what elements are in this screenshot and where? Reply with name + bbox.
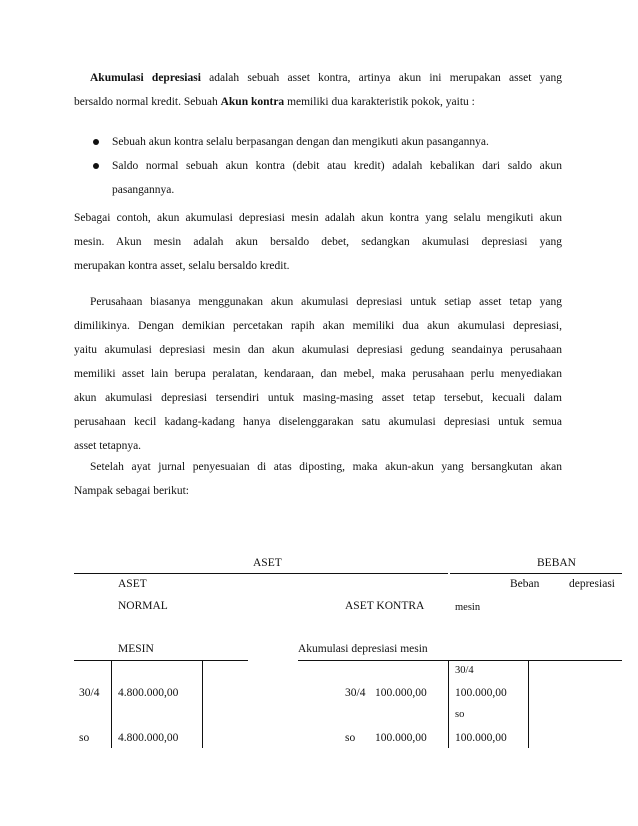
aset-normal-label-2: NORMAL bbox=[118, 600, 168, 612]
bullet-item bbox=[90, 154, 562, 202]
header-rule-beban bbox=[450, 573, 622, 574]
paragraph-line: merupakan kontra asset, selalu bersaldo kredit. bbox=[74, 260, 290, 272]
paragraph-line: memiliki asset lain berupa peralatan, kendaraan, dan mebel, maka perusahaan perlu menyediakan bbox=[74, 368, 562, 380]
bullet-icon bbox=[93, 139, 99, 145]
beban-header: BEBAN bbox=[537, 557, 576, 569]
t-divider-mesin bbox=[202, 660, 203, 748]
paragraph-line: Perusahaan biasanya menggunakan akun akumulasi depresiasi untuk setiap asset tetap yang bbox=[90, 296, 562, 308]
mesin-amount: 4.800.000,00 bbox=[118, 687, 179, 699]
aset-normal-label: ASET bbox=[118, 578, 147, 590]
paragraph-line bbox=[74, 90, 562, 114]
paragraph-line: dimilikinya. Dengan demikian percetakan rapih akan memiliki dua akun akumulasi depresiasi, bbox=[74, 320, 562, 332]
t-rule-mesin bbox=[74, 660, 248, 661]
paragraph-line: Sebagai contoh, akun akumulasi depresiasi mesin adalah akun kontra yang selalu mengikuti akun bbox=[74, 212, 562, 224]
bullet-list bbox=[90, 130, 562, 202]
akum-amount: 100.000,00 bbox=[375, 687, 427, 699]
text-run: adalah sebuah asset kontra, artinya akun ini merupakan asset yang bbox=[200, 72, 562, 84]
paragraph-line: yaitu akumulasi depresiasi mesin dan akun akumulasi depresiasi gedung seandainya perusahaan bbox=[74, 344, 562, 356]
paragraph-setelah bbox=[74, 455, 562, 503]
paragraph-line: perusahaan kecil kadang-kadang hanya diselenggarakan satu akumulasi depresiasi untuk semua bbox=[74, 416, 562, 428]
bullet-text: Sebuah akun kontra selalu berpasangan dengan dan mengikuti akun pasangannya. bbox=[112, 136, 489, 148]
paragraph-perusahaan bbox=[74, 290, 562, 458]
akum-date: 30/4 bbox=[345, 687, 366, 699]
row-date: 30/4 bbox=[79, 687, 100, 699]
akum-date: so bbox=[345, 732, 356, 744]
beban-label: Beban bbox=[510, 578, 540, 590]
header-rule bbox=[74, 573, 448, 574]
mesin-label: mesin bbox=[455, 602, 481, 613]
paragraph-line: akun akumulasi depresiasi tersendiri untuk masing-masing asset tetap tersebut, kecuali dalam bbox=[74, 392, 562, 404]
col-divider bbox=[448, 660, 449, 748]
mesin-amount: 4.800.000,00 bbox=[118, 732, 179, 744]
depresiasi-label: depresiasi bbox=[569, 578, 615, 590]
aset-kontra-label: ASET KONTRA bbox=[345, 600, 425, 612]
mesin-account-title: MESIN bbox=[118, 643, 154, 655]
text-run: memiliki dua karakteristik pokok, yaitu : bbox=[284, 96, 475, 108]
beban-date: 30/4 bbox=[455, 665, 474, 676]
paragraph-line bbox=[74, 66, 562, 90]
bullet-text: pasangannya. bbox=[112, 184, 175, 196]
paragraph-line: asset tetapnya. bbox=[74, 440, 142, 452]
row-date: so bbox=[79, 732, 90, 744]
paragraph-line: Setelah ayat jurnal penyesuaian di atas diposting, maka akun-akun yang bersangkutan akan bbox=[90, 461, 562, 473]
t-divider-beban bbox=[528, 660, 529, 748]
paragraph-contoh bbox=[74, 206, 562, 278]
akumulasi-account-title: Akumulasi depresiasi mesin bbox=[298, 643, 428, 655]
text-run: bersaldo normal kredit. Sebuah bbox=[74, 96, 221, 108]
akum-amount: 100.000,00 bbox=[375, 732, 427, 744]
t-rule-akumulasi bbox=[298, 660, 622, 661]
bullet-item bbox=[90, 130, 562, 154]
beban-amount: 100.000,00 bbox=[455, 687, 507, 699]
aset-header: ASET bbox=[253, 557, 282, 569]
paragraph-line: mesin. Akun mesin adalah akun bersaldo debet, sedangkan akumulasi depresiasi yang bbox=[74, 236, 562, 248]
bullet-icon bbox=[93, 163, 99, 169]
col-divider bbox=[111, 660, 112, 748]
paragraph-akumulasi-depresiasi bbox=[74, 66, 562, 114]
bullet-text: Saldo normal sebuah akun kontra (debit atau kredit) adalah kebalikan dari saldo akun bbox=[112, 160, 562, 172]
bold-term: Akun kontra bbox=[220, 96, 285, 108]
beban-date: so bbox=[455, 709, 465, 720]
paragraph-line: Nampak sebagai berikut: bbox=[74, 485, 189, 497]
beban-amount: 100.000,00 bbox=[455, 732, 507, 744]
bold-term: Akumulasi depresiasi bbox=[90, 72, 201, 84]
